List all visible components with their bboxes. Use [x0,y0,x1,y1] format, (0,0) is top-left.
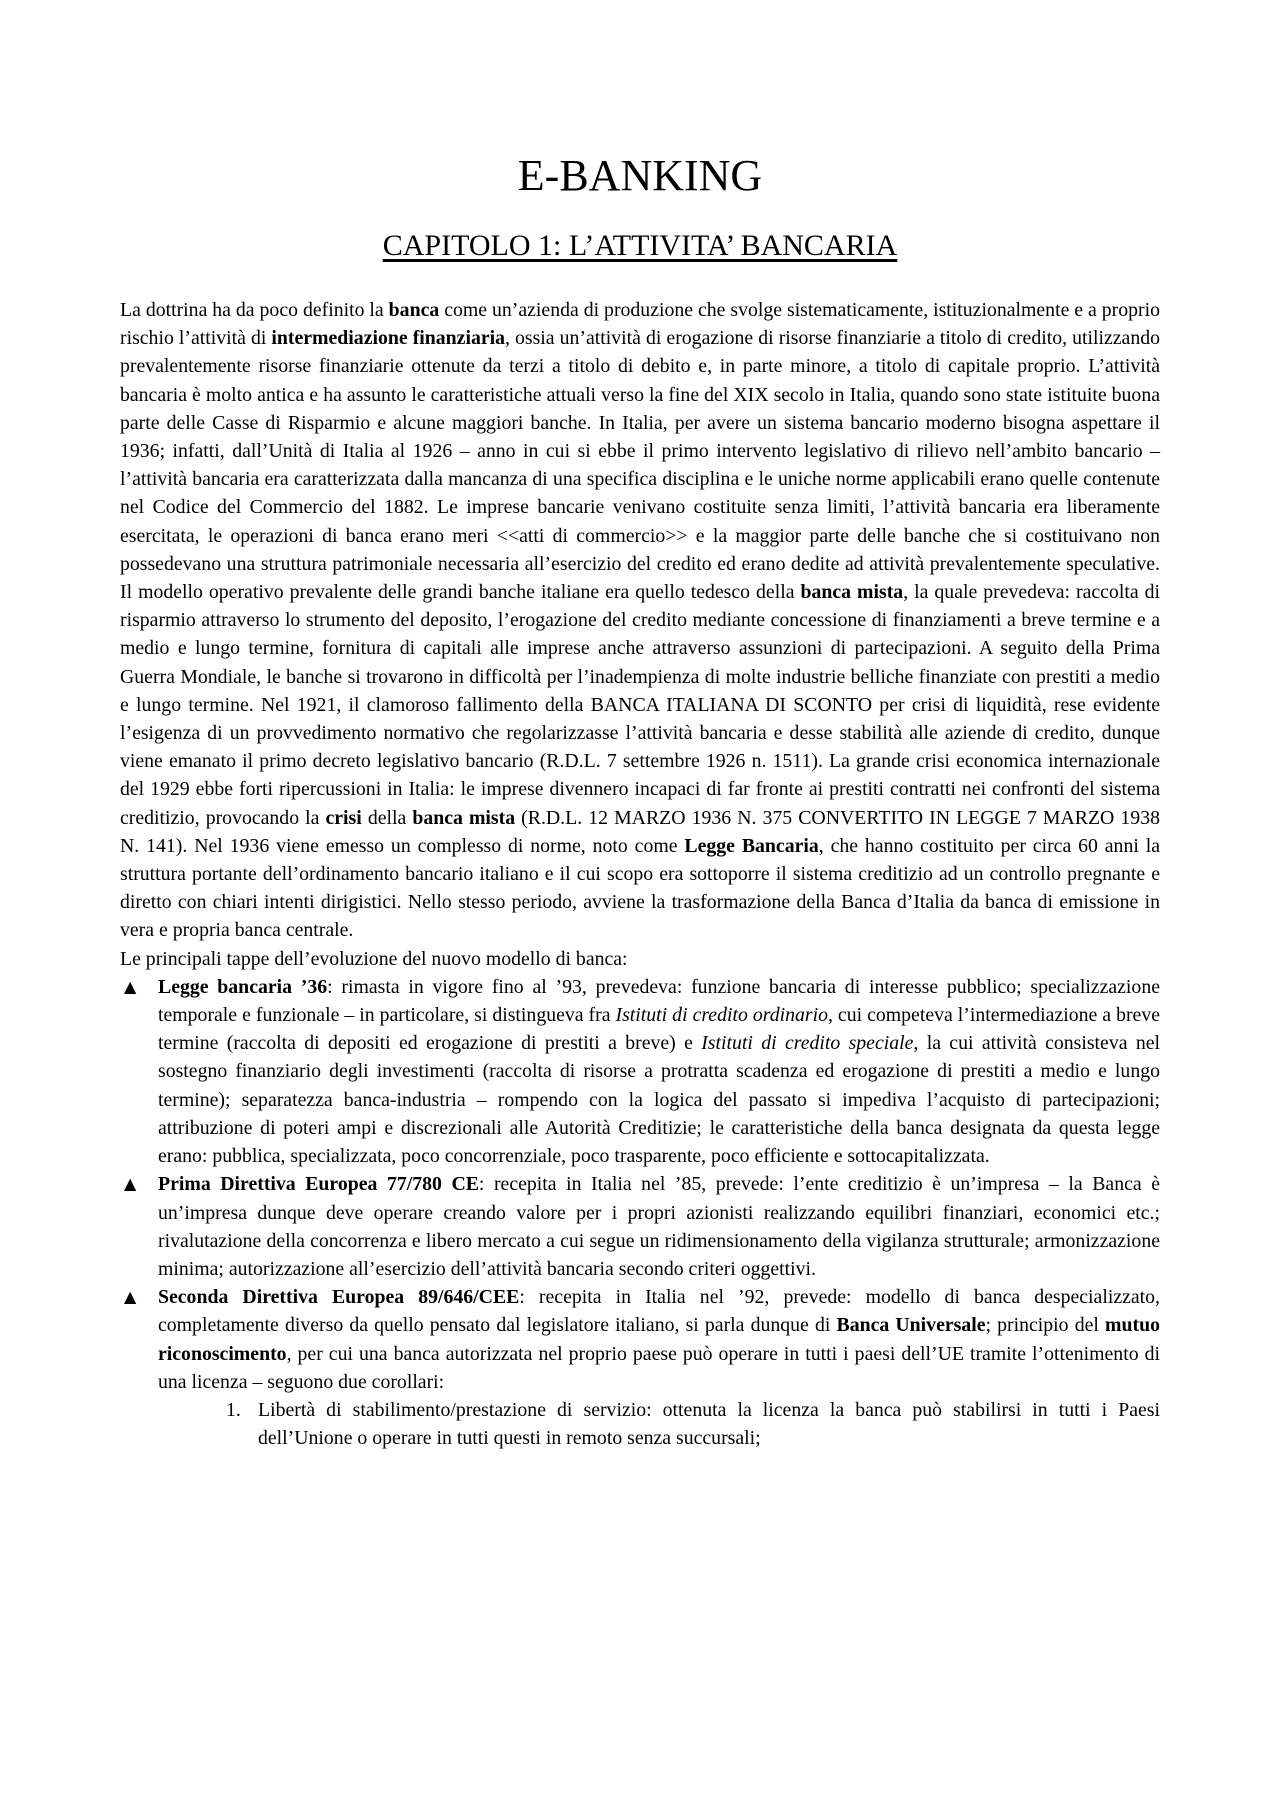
text-run: , ossia un’attività di erogazione di risorse finanziarie a titolo di credito, utilizzando prevalentemente risorse finanziarie ottenute da terzi a titolo di debito e, in parte minore, a titolo di capitale proprio. L’attività bancaria è molto antica e ha assunto le caratteristiche attuali verso la fine del XIX secolo in Italia, quando sono state istituite buona parte delle Casse di Risparmio e alcune maggiori banche. In Italia, per avere un sistema bancario moderno bisogna aspettare il 1936; infatti, dall’Unità di Italia al 1926 – anno in cui si ebbe il primo intervento legislativo di rilievo nell’ambito bancario – l’attività bancaria era caratterizzata dalla mancanza di una specifica disciplina e le uniche norme applicabili erano quelle contenute nel Codice del Commercio del 1882. Le imprese bancarie venivano costituite senza limiti, l’attività bancaria era liberamente esercitata, le operazioni di banca erano meri <<atti di commercio>> e la maggior parte delle banche che si costituivano non possedevano una struttura patrimoniale necessaria all’esercizio del credito ed erano dedite ad attività prevalentemente speculative. Il modello operativo prevalente delle grandi banche italiane era quello tedesco della [120,327,1160,604]
triangle-bullet-icon: ▲ [124,1174,137,1194]
bold-term: mutuo riconoscimento [158,1314,1160,1365]
bold-term: banca mista [800,581,904,604]
text-run: (R.D.L. 12 MARZO 1936 N. 375 CONVERTITO IN LEGGE 7 MARZO 1938 N. 141). Nel 1936 viene emesso un complesso di norme, noto come [120,806,1160,857]
text-run: , che hanno costituito per circa 60 anni la struttura portante dell’ordinamento bancario italiano e il cui scopo era sottoporre il sistema creditizio ad un controllo pregnante e diretto con chiari intenti dirigistici. Nello stesso periodo, avviene la trasformazione della Banca d’Italia da banca di emissione in vera e propria banca centrale. [120,834,1160,942]
chapter-heading-text: CAPITOLO 1: L’ATTIVITA’ BANCARIA [382,229,898,262]
text-run: come un’azienda di produzione che svolge sistematicamente, istituzionalmente e a proprio rischio l’attività di [120,299,1160,350]
document-body [120,296,1160,1452]
bold-term: intermediazione finanziaria [271,327,506,350]
bold-term: Seconda Direttiva Europea 89/646/CEE [158,1286,520,1309]
italic-term: Istituti di credito ordinario [615,1004,828,1027]
text-run: : recepita in Italia nel ’92, prevede: modello di banca despecializzato, completamente diverso da quello pensato dal legislatore italiano, si parla dunque di [158,1286,1160,1337]
text-run: , cui competeva l’intermediazione a breve termine (raccolta di depositi ed erogazione di prestiti a breve) e [158,1004,1160,1055]
list-item [120,1170,1160,1283]
bold-term: Legge Bancaria [684,834,819,857]
italic-term: Istituti di credito speciale [701,1032,914,1055]
corollary-list [158,1396,1160,1452]
bold-term: crisi [325,806,362,829]
text-run: , la cui attività consisteva nel sostegno finanziario degli investimenti (raccolta di risorse a protratta scadenza ed erogazione di prestiti a medio e lungo termine); separatezza banca-industria – rompendo con la logica del passato si impediva l’acquisto di partecipazioni; attribuzione di poteri ampi e discrezionali alle Autorità Creditizie; le caratteristiche della banca designata da questa legge erano: pubblica, specializzata, poco concorrenziale, poco trasparente, poco efficiente e sottocapitalizzata. [158,1032,1160,1168]
numbered-item [218,1396,1160,1452]
bold-term: Banca Universale [836,1314,986,1337]
text-run: : recepita in Italia nel ’85, prevede: l’ente creditizio è un’impresa – la Banca è un’impresa dunque deve operare creando valore per i propri azionisti realizzando equilibri finanziari, economici etc.; rivalutazione della concorrenza e libero mercato a cui segue un ridimensionamento della vigilanza strutturale; armonizzazione minima; autorizzazione all’esercizio dell’attività bancaria secondo criteri oggettivi. [158,1173,1160,1280]
bold-term: banca [388,299,440,321]
text-run: ; principio del [985,1314,1106,1337]
document-title: E-BANKING [517,151,763,200]
text-run: della [361,806,413,829]
chapter-heading [0,226,1280,266]
bold-term: Legge bancaria ’36 [158,975,328,998]
list-intro: Le principali tappe dell’evoluzione del nuovo modello di banca: [120,947,628,970]
text-run: , la quale prevedeva: raccolta di risparmio attraverso lo strumento del deposito, l’erogazione del credito mediante concessione di finanziamenti a breve termine e a medio e lungo termine, fornitura di capitali alle imprese anche attraverso assunzioni di partecipazioni. A seguito della Prima Guerra Mondiale, le banche si trovarono in difficoltà per l’inadempienza di molte industrie belliche finanziate con prestiti a medio e lungo termine. Nel 1921, il clamoroso fallimento della BANCA ITALIANA DI SCONTO per crisi di liquidità, rese evidente l’esigenza di un provvedimento normativo che regolarizzasse l’attività bancaria e desse stabilità alle aziende di credito, dunque viene emanato il primo decreto legislativo bancario (R.D.L. 7 settembre 1926 n. 1511). La grande crisi economica internazionale del 1929 ebbe forti ripercussioni in Italia: le imprese divennero incapaci di far fronte ai prestiti contratti nei confronti del sistema creditizio, provocando la [120,581,1160,829]
bold-term: banca mista [412,806,516,829]
numbered-item-text: Libertà di stabilimento/prestazione di servizio: ottenuta la licenza la banca può stabilirsi in tutti i Paesi dell’Unione o operare in tutti questi in remoto senza succursali; [258,1398,1160,1450]
list-item [120,1283,1160,1452]
triangle-bullet-icon: ▲ [124,1287,137,1307]
list-item [120,973,1160,1170]
intro-paragraph [120,296,1160,945]
milestones-list [120,973,1160,1452]
text-run: La dottrina ha da poco definito la [120,299,389,321]
item-number: 1. [226,1398,241,1421]
text-run: : rimasta in vigore fino al ’93, prevedeva: funzione bancaria di interesse pubblico; specializzazione temporale e funzionale – in particolare, si distingueva fra [158,975,1160,1027]
text-run: , per cui una banca autorizzata nel proprio paese può operare in tutti i paesi dell’UE tramite l’ottenimento di una licenza – seguono due corollari: [158,1342,1160,1393]
bold-term: Prima Direttiva Europea 77/780 CE [158,1173,479,1196]
triangle-bullet-icon: ▲ [124,976,137,996]
